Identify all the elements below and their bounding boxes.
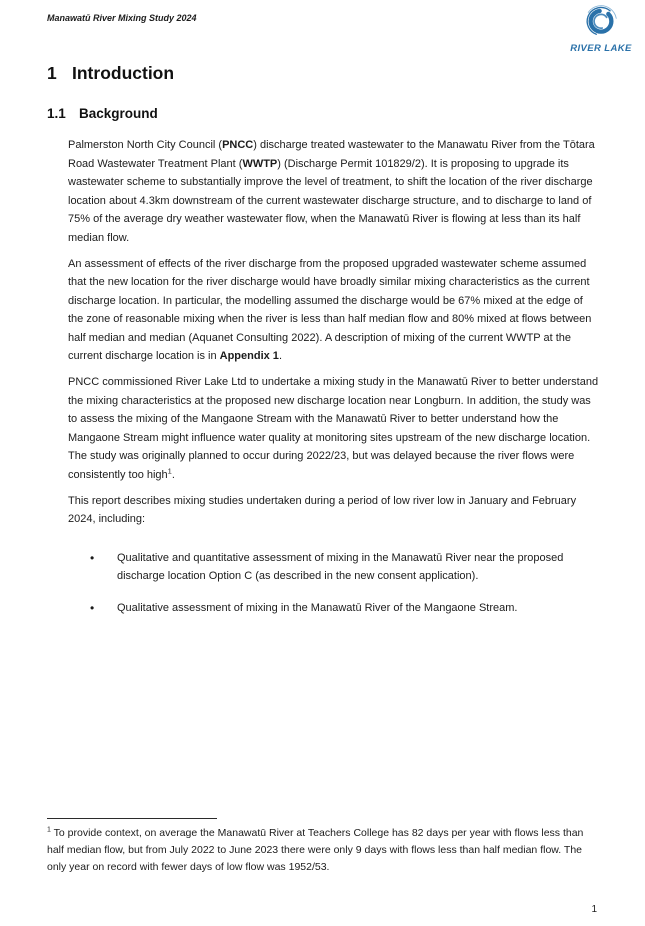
paragraph: An assessment of effects of the river discharge from the proposed upgraded wastewater scheme assumed that the new location for the river discharge would have broadly similar mixing characteristics as the current discharge location. In particular, the modelling assumed the discharge would be 67% mixed at the edge of the zone of reasonable mixing when the river is less than half median flow and 80% mixed at flows between half median and median (Aquanet Consulting 2022). A description of mixing of the current WWTP at the current discharge location is in Appendix 1.: [68, 257, 592, 362]
section-title: Introduction: [72, 63, 175, 83]
river-lake-logo-text: RIVER LAKE: [570, 43, 632, 54]
paragraph: This report describes mixing studies undertaken during a period of low river low in January and February 2024, including:: [68, 494, 577, 525]
body-text-block: [68, 136, 601, 618]
bullet-item: • Qualitative assessment of mixing in the Manawatū River of the Mangaone Stream.: [90, 599, 579, 618]
footnote-text: $^1$ To provide context, on average the Manawatū River at Teachers College has 82 days per year with flows less than half median flow, but from July 2022 to June 2023 there were only 9 days with flows less than half median flow. The only year on record with fewer days of low flow was 1952/53.: [47, 826, 584, 873]
paragraph: PNCC commissioned River Lake Ltd to undertake a mixing study in the Manawatū River to better understand the mixing characteristics at the proposed new discharge location near Longburn. In addition, the study was to assess the mixing of the Mangaone Stream with the Manawatū River to better understand how the Mangaone Stream might influence water quality at monitoring sites upstream of the new discharge location. The study was originally planned to occur during 2022/23, but was delayed because the river flows were consistently too high$^1$.: [68, 376, 599, 481]
subsection-title: Background: [79, 106, 158, 121]
section-heading-introduction: [47, 63, 603, 84]
running-header-title: Manawatū River Mixing Study 2024: [47, 13, 197, 23]
subsection-heading-background: [47, 106, 603, 121]
river-lake-logo: [571, 4, 631, 54]
bullet-list: [90, 549, 601, 618]
section-number: 1: [47, 63, 57, 83]
subsection-number: 1.1: [47, 106, 66, 121]
document-content: [47, 63, 603, 631]
page-number: 1: [591, 904, 597, 915]
paragraph: Palmerston North City Council (PNCC) discharge treated wastewater to the Manawatu River from the Tōtara Road Wastewater Treatment Plant (WWTP) (Discharge Permit 101829/2). It is proposing to upgrade its wastewater scheme to substantially improve the level of treatment, to shift the location of the river discharge location about 4.3km downstream of the current wastewater discharge structure, and to discharge to land of 75% of the average dry weather wastewater flow, when the Manawatū River is flowing at less than its half median flow.: [68, 139, 595, 244]
bullet-item: • Qualitative and quantitative assessment of mixing in the Manawatū River near the proposed discharge location Option C (as described in the new consent application).: [90, 549, 579, 586]
footnote-separator: [47, 818, 217, 819]
footnote-block: [47, 818, 603, 876]
river-lake-swirl-icon: [582, 4, 620, 42]
